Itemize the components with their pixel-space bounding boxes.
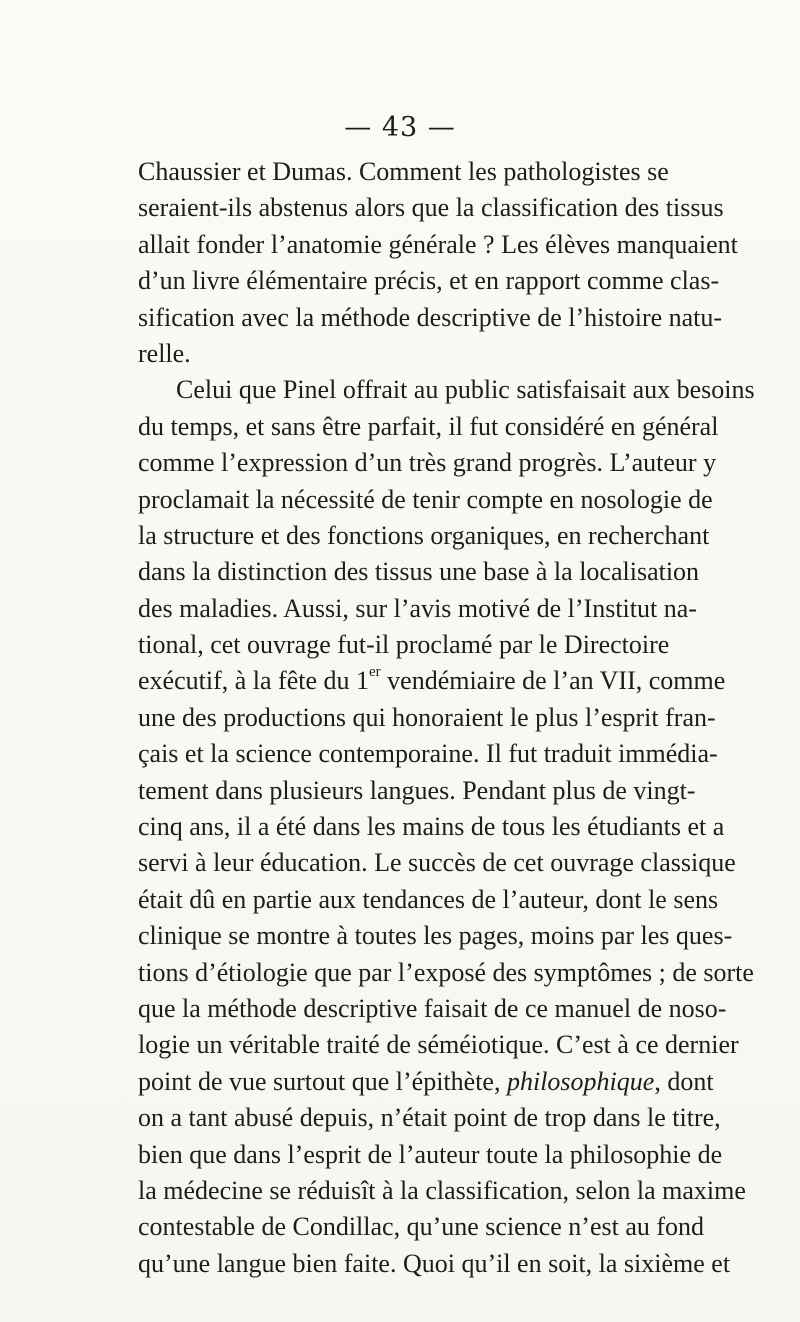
text-line: tions d’étiologie que par l’exposé des symptômes ; de sorte <box>138 957 754 987</box>
text-line: une des productions qui honoraient le plus l’esprit fran- <box>138 702 716 732</box>
text-line: d’un livre élémentaire précis, et en rapport comme clas- <box>138 266 720 296</box>
text-line: çais et la science contemporaine. Il fut traduit immédia- <box>138 739 718 769</box>
text-line: proclamait la nécessité de tenir compte en nosologie de <box>138 484 713 514</box>
text-line: des maladies. Aussi, sur l’avis motivé de l’Institut na- <box>138 593 697 623</box>
text-line: qu’une langue bien faite. Quoi qu’il en soit, la sixième et <box>138 1248 731 1278</box>
text-line: la médecine se réduisît à la classification, selon la maxime <box>138 1175 746 1205</box>
text-segment: vendémiaire de l’an VII, comme <box>380 666 726 696</box>
text-line: sification avec la méthode descriptive de l’histoire natu- <box>138 302 723 332</box>
text-line-philosophique <box>138 1064 714 1100</box>
text-line: du temps, et sans être parfait, il fut considéré en général <box>138 411 719 441</box>
text-line: Chaussier et Dumas. Comment les pathologistes se <box>138 157 669 186</box>
paragraph-1 <box>138 154 738 372</box>
text-line: dans la distinction des tissus une base à la localisation <box>138 557 700 587</box>
text-line: logie un véritable traité de séméiotique. C’est à ce dernier <box>138 1030 739 1060</box>
text-line: que la méthode descriptive faisait de ce manuel de noso- <box>138 993 727 1023</box>
body-text <box>138 154 755 1282</box>
text-segment: exécutif, à la fête du 1 <box>138 666 369 696</box>
superscript: er <box>369 664 381 681</box>
text-line-fete <box>138 663 726 699</box>
text-line: allait fonder l’anatomie générale ? Les élèves manquaient <box>138 229 738 259</box>
text-line: clinique se montre à toutes les pages, moins par les ques- <box>138 921 733 951</box>
text-segment: point de vue surtout que l’épithète, <box>138 1066 507 1096</box>
text-line: tional, cet ouvrage fut-il proclamé par le Directoire <box>138 630 670 660</box>
italic-word: philosophique <box>506 1066 655 1096</box>
text-line: cinq ans, il a été dans les mains de tous les étudiants et a <box>138 812 725 842</box>
text-line: relle. <box>138 338 191 368</box>
text-segment: , dont <box>654 1066 714 1096</box>
text-line: bien que dans l’esprit de l’auteur toute la philosophie de <box>138 1139 723 1169</box>
paragraph-2 <box>138 372 755 1282</box>
text-line: seraient-ils abstenus alors que la classification des tissus <box>138 193 724 223</box>
text-line: était dû en partie aux tendances de l’auteur, dont le sens <box>138 884 719 914</box>
text-line: comme l’expression d’un très grand progrès. L’auteur y <box>138 448 717 478</box>
text-line: on a tant abusé depuis, n’était point de trop dans le titre, <box>138 1103 721 1133</box>
text-line: servi à leur éducation. Le succès de cet ouvrage classique <box>138 848 736 878</box>
text-line: Celui que Pinel offrait au public satisfaisait aux besoins <box>176 375 755 405</box>
page-number: — 43 — <box>344 112 456 143</box>
text-line: la structure et des fonctions organiques, en recherchant <box>138 520 710 550</box>
text-line: contestable de Condillac, qu’une science n’est au fond <box>138 1212 705 1242</box>
text-line: tement dans plusieurs langues. Pendant plus de vingt- <box>138 775 696 805</box>
